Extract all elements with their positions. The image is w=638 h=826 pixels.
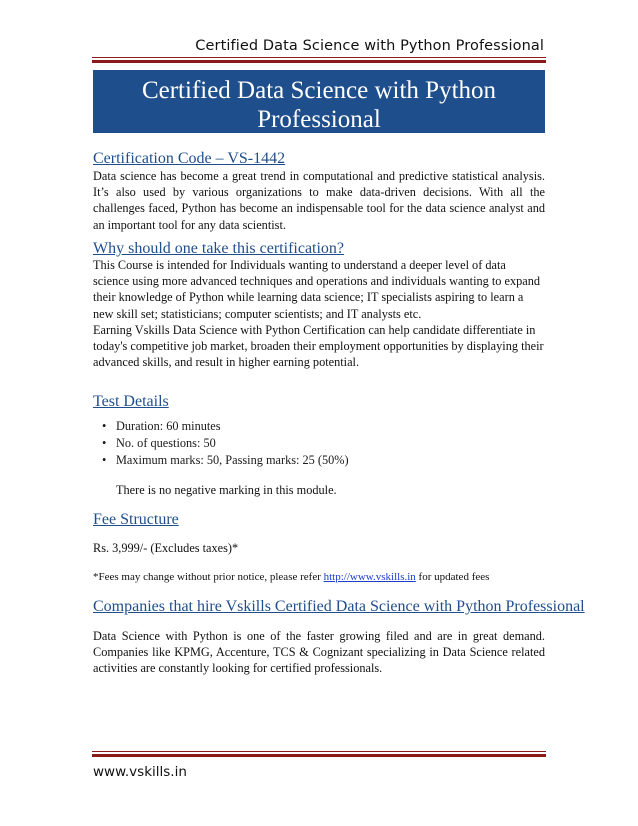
fee-note	[93, 569, 545, 585]
why-paragraph-2: Earning Vskills Data Science with Python Certification can help candidate differentiate in today's competitive job market, broaden their employment opportunities by displaying their advanced skills, and result in higher earning potential.	[93, 323, 544, 370]
header-rule-thin	[92, 57, 546, 58]
bullet-icon: •	[102, 436, 107, 450]
list-item	[93, 418, 545, 435]
detail-value: 60 minutes	[163, 419, 221, 433]
negative-marking-note: There is no negative marking in this module.	[116, 483, 337, 497]
companies-heading: Companies that hire Vskills Certified Data Science with Python Professional	[93, 598, 585, 615]
why-heading: Why should one take this certification?	[93, 240, 345, 257]
footer-rule-thin	[92, 751, 546, 752]
why-paragraph-1: This Course is intended for Individuals wanting to understand a deeper level of data science using more advanced techniques and operations and individuals wanting to expand their knowledge of Python while learning data science; IT specialists aspiring to learn a new skill set; statisticians; computer scientists; and IT analysts etc.	[93, 258, 540, 321]
fee-note-prefix: *Fees may change without prior notice, please refer	[93, 571, 324, 583]
title-line-2: Professional	[257, 106, 381, 133]
fee-note-suffix: for updated fees	[415, 571, 490, 583]
fee-price: Rs. 3,999/- (Excludes taxes)*	[93, 541, 239, 555]
detail-label: Maximum marks:	[116, 453, 204, 467]
footer-rule-thick	[92, 754, 546, 757]
detail-label: No. of questions:	[116, 436, 201, 450]
certification-description: Data science has become a great trend in computational and predictive statistical analysis. It’s also used by various organizations to make data-driven decisions. With all the challenges faced, Python has become an indispensable tool for the data science analyst and an important tool for any data scientist.	[93, 169, 545, 232]
bullet-icon: •	[102, 453, 107, 467]
title-banner	[93, 70, 545, 133]
test-details-list	[93, 418, 545, 469]
fee-structure-heading: Fee Structure	[93, 511, 179, 528]
companies-description: Data Science with Python is one of the faster growing filed and are in great demand. Companies like KPMG, Accenture, TCS & Cognizant specializing in Data Science related activities are constantly looking for certified professionals.	[93, 629, 545, 676]
running-header: Certified Data Science with Python Professional	[195, 38, 544, 54]
title-line-1: Certified Data Science with Python	[141, 77, 497, 104]
detail-label: Duration:	[116, 419, 164, 433]
test-details-heading: Test Details	[93, 393, 169, 410]
header-rule-thick	[92, 60, 546, 63]
certification-code-heading: Certification Code – VS-1442	[93, 150, 286, 167]
vskills-link[interactable]: http://www.vskills.in	[323, 571, 416, 583]
footer-site: www.vskills.in	[93, 764, 187, 780]
list-item	[93, 452, 545, 469]
detail-value: 50, Passing marks: 25 (50%)	[203, 453, 349, 467]
list-item	[93, 435, 545, 452]
detail-value: 50	[200, 436, 216, 450]
bullet-icon: •	[102, 419, 107, 433]
